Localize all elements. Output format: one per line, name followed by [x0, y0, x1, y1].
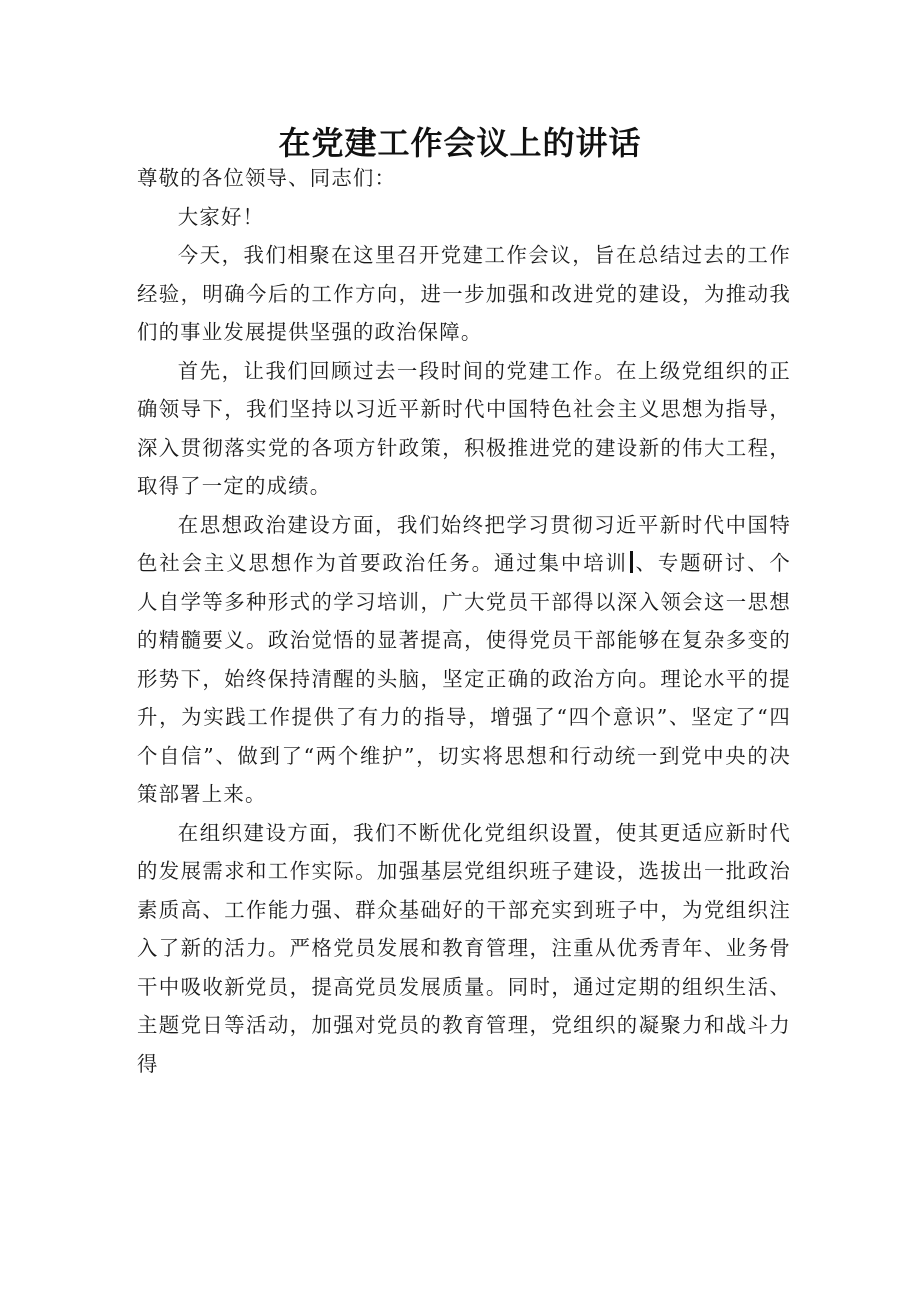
paragraph-2: 首先，让我们回顾过去一段时间的党建工作。在上级党组织的正确领导下，我们坚持以习近平新时代中国特色社会主义思想为指导，深入贯彻落实党的各项方针政策，积极推进党的建设新的伟大工程，取得了一定的成绩。 [137, 358, 791, 498]
document-title: 在党建工作会议上的讲话 [278, 124, 642, 162]
paragraph-1: 今天，我们相聚在这里召开党建工作会议，旨在总结过去的工作经验，明确今后的工作方向，进一步加强和改进党的建设，为推动我们的事业发展提供坚强的政治保障。 [137, 243, 791, 344]
paragraph-3-part-2: 、专题研讨、个人自学等多种形式的学习培训，广大党员干部得以深入领会这一思想的精髓要义。政治觉悟的显著提高，使得党员干部能够在复杂多变的形势下，始终保持清醒的头脑，坚定正确的政治方向。理论水平的提升，为实践工作提供了有力的指导，增强了“四个意识”、坚定了“四个自信”、做到了“两个维护”，切实将思想和行动统一到党中央的决策部署上来。 [137, 551, 791, 806]
paragraph-4: 在组织建设方面，我们不断优化党组织设置，使其更适应新时代的发展需求和工作实际。加强基层党组织班子建设，选拔出一批政治素质高、工作能力强、群众基础好的干部充实到班子中，为党组织注入了新的活力。严格党员发展和教育管理，注重从优秀青年、业务骨干中吸收新党员，提高党员发展质量。同时，通过定期的组织生活、主题党日等活动，加强对党员的教育管理，党组织的凝聚力和战斗力得 [137, 820, 791, 1076]
paragraph-3 [137, 506, 791, 814]
greeting: 大家好！ [177, 204, 265, 229]
document-body [137, 159, 791, 1083]
salutation: 尊敬的各位领导、同志们： [137, 166, 397, 190]
paragraph-3-part-1: 在思想政治建设方面，我们始终把学习贯彻习近平新时代中国特色社会主义思想作为首要政治任务。通过集中培训 [137, 512, 791, 575]
text-cursor-mark [630, 551, 633, 573]
